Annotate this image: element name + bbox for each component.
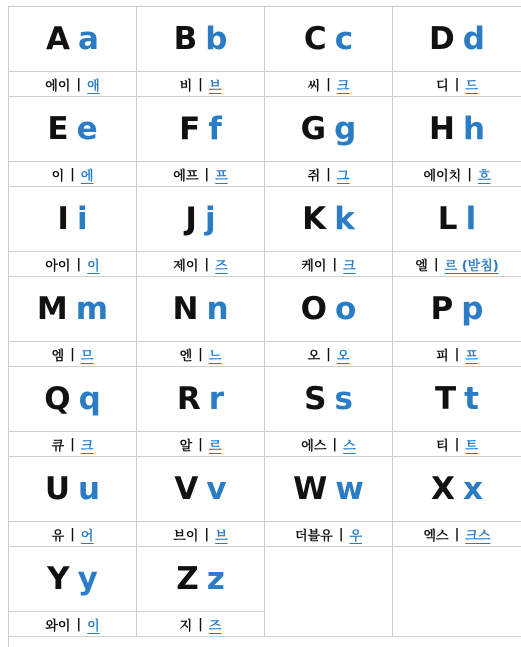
separator: | <box>454 77 460 92</box>
pronunciation-row <box>9 342 136 366</box>
letter-name: 지 <box>179 619 193 634</box>
letter-cell-c <box>265 7 393 97</box>
lowercase-letter: e <box>76 110 98 147</box>
uppercase-letter: M <box>36 290 68 327</box>
letter-pair <box>9 97 136 162</box>
letter-sound: 브 <box>215 529 228 544</box>
letter-cell-x <box>393 457 521 547</box>
letter-pair <box>137 277 264 342</box>
separator: | <box>204 167 210 182</box>
uppercase-letter: H <box>428 110 455 147</box>
letter-pair <box>9 457 136 522</box>
uppercase-letter: S <box>304 380 327 417</box>
separator: | <box>70 437 75 452</box>
letter-pair <box>9 187 136 252</box>
separator: | <box>70 167 75 182</box>
lowercase-letter: r <box>208 380 225 417</box>
letter-pair <box>265 457 392 522</box>
letter-sound: 즈 <box>208 619 222 634</box>
uppercase-letter: Y <box>47 560 70 597</box>
letter-name: 엑스 <box>423 529 449 544</box>
uppercase-letter: Z <box>176 560 199 597</box>
separator: | <box>454 347 460 362</box>
letter-name: 에스 <box>301 439 327 454</box>
separator: | <box>454 437 460 452</box>
uppercase-letter: F <box>179 110 201 147</box>
letter-pair <box>137 457 264 522</box>
lowercase-letter: x <box>462 470 483 507</box>
letter-sound: 느 <box>208 349 222 364</box>
uppercase-letter: U <box>44 470 71 507</box>
pronunciation-row <box>265 162 392 186</box>
letter-cell-t <box>393 367 521 457</box>
letter-sound: 에 <box>80 169 94 184</box>
letter-cell-i <box>9 187 137 277</box>
letter-cell-y <box>9 547 137 637</box>
letter-name: 비 <box>179 79 193 94</box>
letter-pair <box>393 277 521 342</box>
letter-name: 이 <box>51 169 65 184</box>
pronunciation-row <box>265 342 392 366</box>
letter-cell-j <box>137 187 265 277</box>
pronunciation-row <box>265 522 392 546</box>
pronunciation-row <box>393 342 521 366</box>
lowercase-letter: o <box>335 290 357 327</box>
pronunciation-row <box>393 252 521 276</box>
lowercase-letter: n <box>206 290 229 327</box>
letter-cell-w <box>265 457 393 547</box>
letter-pair <box>137 97 264 162</box>
letter-name: 유 <box>51 529 65 544</box>
letter-sound: 크 <box>336 79 350 94</box>
letter-sound: 이 <box>87 619 100 634</box>
letter-cell-r <box>137 367 265 457</box>
letter-cell-m <box>9 277 137 367</box>
uppercase-letter: B <box>173 20 198 57</box>
uppercase-letter: V <box>174 470 199 507</box>
uppercase-letter: W <box>293 470 328 507</box>
letter-pair <box>9 277 136 342</box>
pronunciation-row <box>137 432 264 456</box>
letter-pair <box>9 7 136 72</box>
letter-sound: 크 <box>343 259 356 274</box>
letter-name: 쥐 <box>307 169 321 184</box>
uppercase-letter: E <box>47 110 69 147</box>
uppercase-letter: R <box>176 380 201 417</box>
letter-pair <box>9 547 136 612</box>
separator: | <box>198 437 203 452</box>
separator: | <box>326 167 331 182</box>
separator: | <box>70 527 75 542</box>
letter-pair <box>393 367 521 432</box>
separator: | <box>467 167 472 182</box>
pronunciation-row <box>137 162 264 186</box>
letter-cell-b <box>137 7 265 97</box>
pronunciation-row <box>9 522 136 546</box>
letter-sound: 크스 <box>465 529 491 544</box>
uppercase-letter: X <box>431 470 455 507</box>
lowercase-letter: y <box>77 560 98 597</box>
pronunciation-row <box>137 72 264 96</box>
lowercase-letter: p <box>461 290 484 327</box>
letter-sound: 브 <box>208 79 222 94</box>
letter-name: 알 <box>179 439 193 454</box>
separator: | <box>198 617 203 632</box>
pronunciation-row <box>9 432 136 456</box>
letter-pair <box>137 187 264 252</box>
uppercase-letter: I <box>57 200 69 237</box>
letter-sound: 프 <box>465 349 478 364</box>
pronunciation-row <box>137 252 264 276</box>
letter-pair <box>265 187 392 252</box>
letter-pair <box>393 457 521 522</box>
separator: | <box>76 617 82 632</box>
uppercase-letter: L <box>437 200 458 237</box>
separator: | <box>454 527 460 542</box>
letter-sound: 어 <box>80 529 94 544</box>
letter-name: 씨 <box>307 79 321 94</box>
pronunciation-row <box>9 252 136 276</box>
letter-pair <box>265 7 392 72</box>
lowercase-letter: u <box>78 470 101 507</box>
letter-name: 와이 <box>45 619 71 634</box>
pronunciation-row <box>393 72 521 96</box>
lowercase-letter: j <box>204 200 216 237</box>
pronunciation-row <box>393 522 521 546</box>
pronunciation-row <box>393 162 521 186</box>
letter-name: 에이 <box>45 79 71 94</box>
letter-pair <box>265 277 392 342</box>
lowercase-letter: i <box>76 200 88 237</box>
separator: | <box>332 257 338 272</box>
letter-pair <box>137 547 264 612</box>
letter-cell-f <box>137 97 265 187</box>
letter-sound: 이 <box>87 259 100 274</box>
letter-pair <box>137 7 264 72</box>
pronunciation-row <box>265 432 392 456</box>
letter-cell-s <box>265 367 393 457</box>
letter-pair <box>393 97 521 162</box>
letter-name: 더블유 <box>295 529 333 544</box>
letter-sound: 우 <box>349 529 362 544</box>
letter-sound: 드 <box>465 79 478 94</box>
letter-cell-o <box>265 277 393 367</box>
letter-name: 엘 <box>415 259 428 274</box>
letter-pair <box>393 7 521 72</box>
separator: | <box>433 257 439 272</box>
separator: | <box>70 347 75 362</box>
pronunciation-row <box>9 612 136 636</box>
lowercase-letter: m <box>75 290 109 327</box>
letter-sound: 즈 <box>215 259 228 274</box>
pronunciation-row <box>137 612 264 636</box>
letter-name: 에프 <box>173 169 199 184</box>
letter-pair <box>137 367 264 432</box>
letter-name: 피 <box>436 349 449 364</box>
letter-sound: 흐 <box>477 169 491 184</box>
alphabet-grid <box>8 6 521 647</box>
letter-pair <box>265 367 392 432</box>
lowercase-letter: v <box>206 470 227 507</box>
separator: | <box>326 77 331 92</box>
lowercase-letter: w <box>335 470 364 507</box>
letter-cell-k <box>265 187 393 277</box>
uppercase-letter: T <box>435 380 457 417</box>
lowercase-letter: d <box>462 20 485 57</box>
letter-sound: 스 <box>343 439 356 454</box>
lowercase-letter: c <box>334 20 354 57</box>
uppercase-letter: P <box>430 290 454 327</box>
letter-sound: 그 <box>336 169 350 184</box>
pronunciation-row <box>137 342 264 366</box>
letter-sound: 애 <box>87 79 100 94</box>
letter-name: 오 <box>307 349 321 364</box>
lowercase-letter: l <box>465 200 477 237</box>
pronunciation-row <box>9 162 136 186</box>
lowercase-letter: a <box>78 20 99 57</box>
separator: | <box>338 527 344 542</box>
uppercase-letter: O <box>300 290 328 327</box>
uppercase-letter: D <box>429 20 455 57</box>
letter-name: 티 <box>436 439 449 454</box>
letter-cell-e <box>9 97 137 187</box>
letter-cell-l <box>393 187 521 277</box>
uppercase-letter: K <box>302 200 327 237</box>
pronunciation-row <box>393 432 521 456</box>
letter-cell-u <box>9 457 137 547</box>
letter-sound: 프 <box>215 169 228 184</box>
lowercase-letter: b <box>205 20 228 57</box>
lowercase-letter: g <box>334 110 357 147</box>
uppercase-letter: A <box>46 20 71 57</box>
lowercase-letter: q <box>78 380 101 417</box>
pronunciation-row <box>265 252 392 276</box>
letter-pair <box>9 367 136 432</box>
separator: | <box>326 347 331 362</box>
letter-sound: 므 <box>80 349 94 364</box>
letter-name: 디 <box>436 79 449 94</box>
empty-cell <box>265 547 393 637</box>
letter-cell-h <box>393 97 521 187</box>
uppercase-letter: Q <box>44 380 71 417</box>
uppercase-letter: C <box>303 20 327 57</box>
pronunciation-row <box>265 72 392 96</box>
lowercase-letter: h <box>462 110 486 147</box>
uppercase-letter: J <box>185 200 197 237</box>
separator: | <box>204 527 210 542</box>
lowercase-letter: k <box>334 200 355 237</box>
letter-name: 제이 <box>173 259 199 274</box>
letter-sound: 트 <box>465 439 478 454</box>
lowercase-letter: t <box>464 380 479 417</box>
letter-cell-a <box>9 7 137 97</box>
letter-name: 케이 <box>301 259 327 274</box>
separator: | <box>332 437 338 452</box>
letter-cell-g <box>265 97 393 187</box>
separator: | <box>76 257 82 272</box>
letter-sound: 오 <box>336 349 350 364</box>
separator: | <box>204 257 210 272</box>
lowercase-letter: f <box>208 110 222 147</box>
letter-cell-q <box>9 367 137 457</box>
letter-sound: 크 <box>80 439 94 454</box>
letter-sound: 르 (받침) <box>444 259 499 274</box>
uppercase-letter: G <box>300 110 327 147</box>
letter-cell-z <box>137 547 265 637</box>
lowercase-letter: z <box>206 560 225 597</box>
letter-cell-p <box>393 277 521 367</box>
lowercase-letter: s <box>334 380 353 417</box>
letter-name: 에이치 <box>423 169 462 184</box>
letter-name: 아이 <box>45 259 71 274</box>
letter-name: 엠 <box>51 349 65 364</box>
letter-pair <box>393 187 521 252</box>
letter-cell-v <box>137 457 265 547</box>
letter-cell-n <box>137 277 265 367</box>
pronunciation-row <box>9 72 136 96</box>
letter-name: 큐 <box>51 439 65 454</box>
letter-pair <box>265 97 392 162</box>
letter-sound: 르 <box>208 439 222 454</box>
letter-cell-d <box>393 7 521 97</box>
separator: | <box>198 77 203 92</box>
pronunciation-row <box>137 522 264 546</box>
separator: | <box>76 77 82 92</box>
letter-name: 엔 <box>179 349 193 364</box>
empty-cell <box>393 547 521 637</box>
letter-name: 브이 <box>173 529 199 544</box>
separator: | <box>198 347 203 362</box>
uppercase-letter: N <box>172 290 199 327</box>
